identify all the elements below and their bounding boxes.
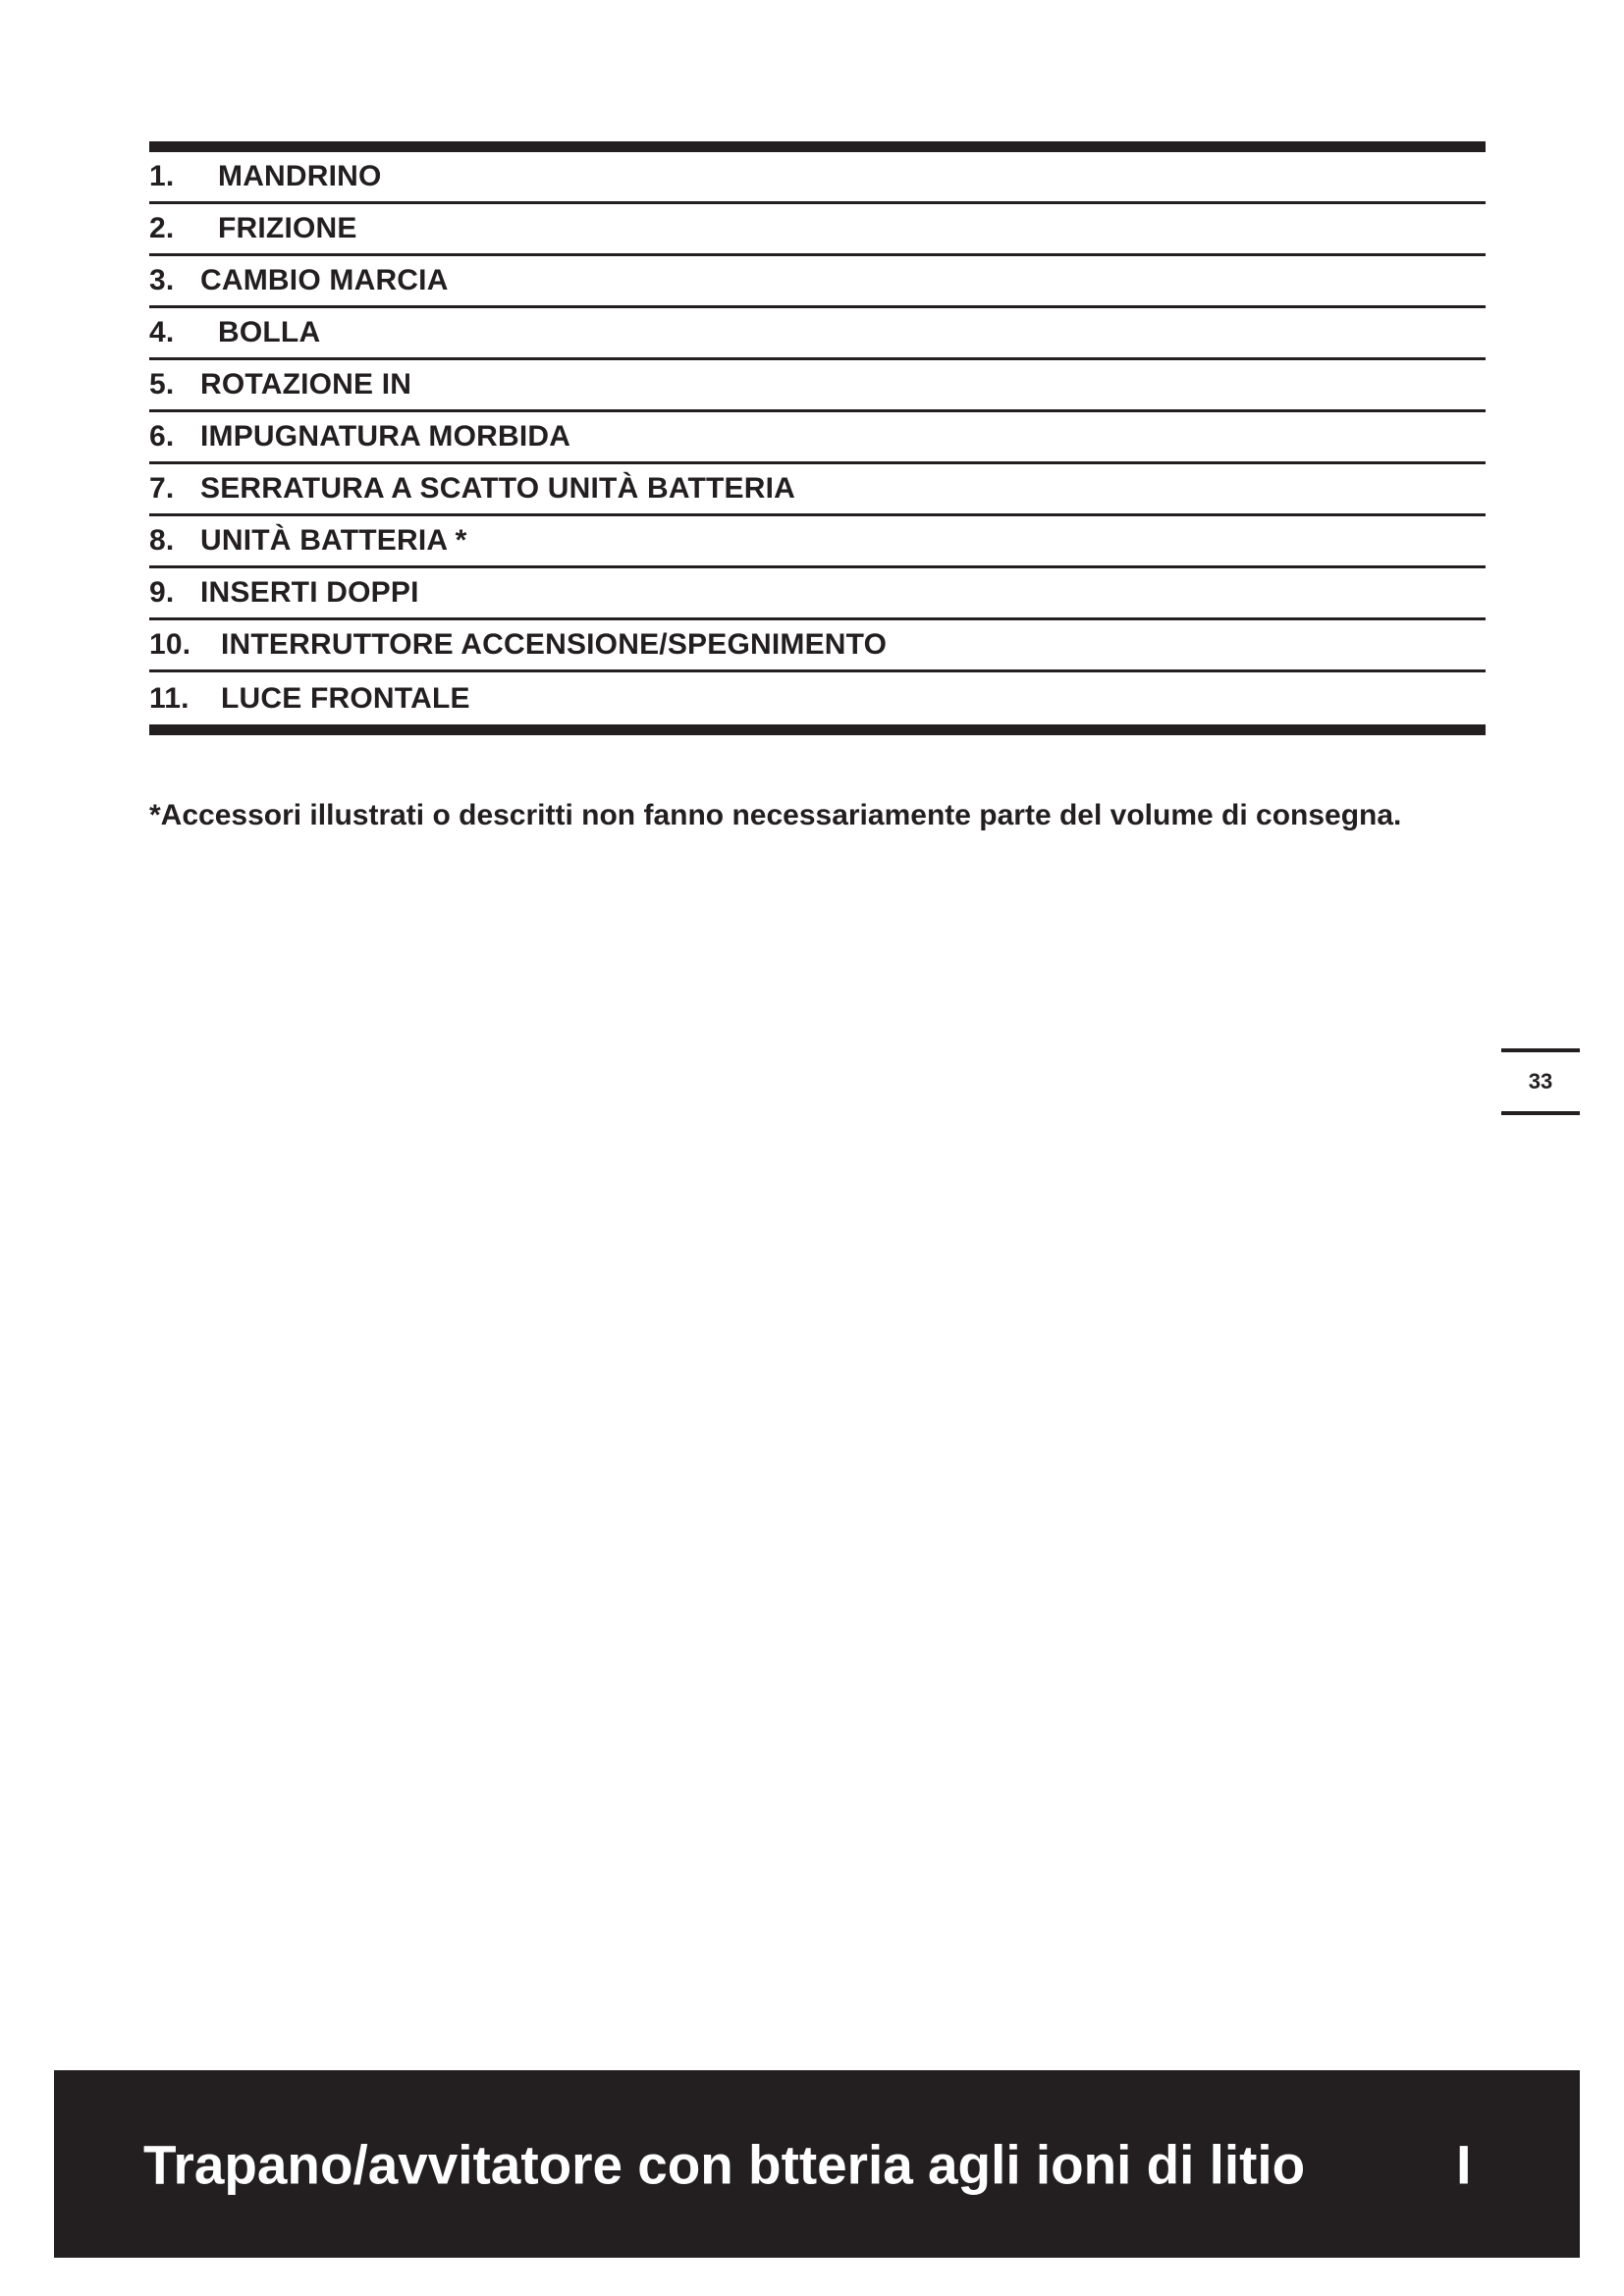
part-row-7 bbox=[149, 464, 1486, 516]
part-label: IMPUGNATURA MORBIDA bbox=[200, 420, 571, 453]
part-number: 7. bbox=[149, 472, 175, 505]
part-number: 8. bbox=[149, 524, 175, 557]
parts-list bbox=[149, 141, 1486, 735]
part-label: BOLLA bbox=[218, 316, 321, 348]
part-row-11 bbox=[149, 672, 1486, 724]
part-row-5 bbox=[149, 360, 1486, 412]
part-number: 1. bbox=[149, 160, 175, 192]
part-number: 5. bbox=[149, 368, 175, 400]
part-number: 3. bbox=[149, 264, 175, 296]
part-row-4 bbox=[149, 308, 1486, 360]
part-number: 11. bbox=[149, 681, 189, 715]
part-label: INSERTI DOPPI bbox=[200, 576, 419, 609]
part-row-6 bbox=[149, 412, 1486, 464]
part-row-9 bbox=[149, 568, 1486, 620]
part-number: 9. bbox=[149, 576, 175, 609]
part-number: 4. bbox=[149, 316, 175, 348]
part-label: UNITÀ BATTERIA * bbox=[200, 524, 467, 557]
part-label: LUCE FRONTALE bbox=[221, 681, 470, 715]
part-label: ROTAZIONE IN bbox=[200, 368, 412, 400]
page-number: 33 bbox=[1501, 1048, 1580, 1115]
part-label: CAMBIO MARCIA bbox=[200, 264, 449, 296]
part-row-2 bbox=[149, 204, 1486, 256]
part-label: FRIZIONE bbox=[218, 212, 357, 244]
title-banner bbox=[54, 2070, 1580, 2258]
banner-title: Trapano/avvitatore con btteria agli ioni di litio bbox=[143, 2133, 1306, 2195]
part-label: SERRATURA A SCATTO UNITÀ BATTERIA bbox=[200, 472, 796, 505]
part-row-1 bbox=[149, 152, 1486, 204]
part-number: 10. bbox=[149, 628, 191, 661]
part-label: MANDRINO bbox=[218, 160, 382, 192]
part-number: 6. bbox=[149, 420, 175, 453]
accessories-footnote: *Accessori illustrati o descritti non fanno necessariamente parte del volume di consegna. bbox=[149, 799, 1402, 831]
part-row-3 bbox=[149, 256, 1486, 308]
part-row-8 bbox=[149, 516, 1486, 568]
part-row-10 bbox=[149, 620, 1486, 672]
part-number: 2. bbox=[149, 212, 175, 244]
part-label: INTERRUTTORE ACCENSIONE/SPEGNIMENTO bbox=[221, 628, 888, 661]
language-code: I bbox=[1456, 2133, 1472, 2195]
